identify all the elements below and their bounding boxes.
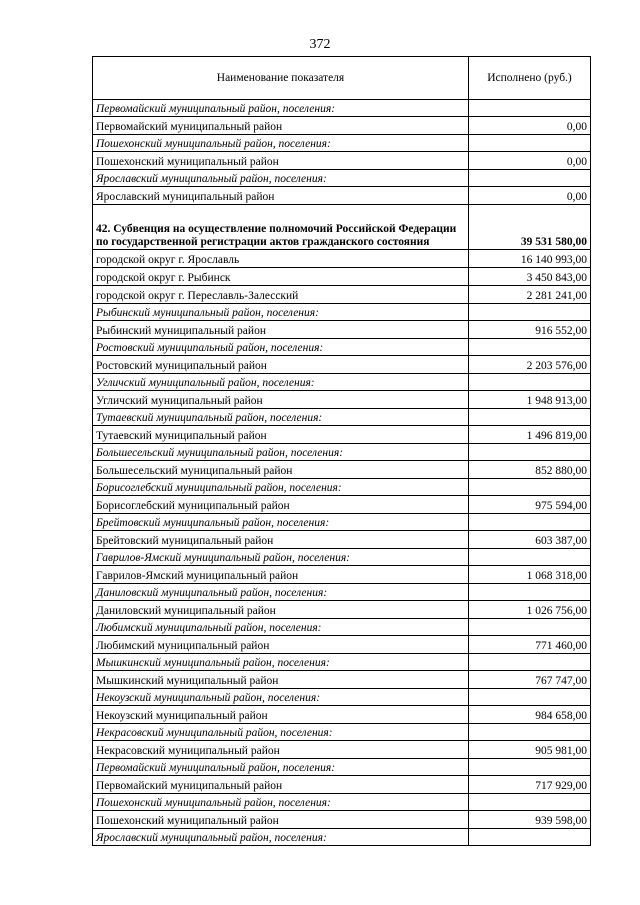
table-row — [93, 619, 591, 636]
table-row — [93, 549, 591, 566]
value-column-header: Исполнено (руб.) — [469, 57, 591, 100]
row-value: 1 068 318,00 — [469, 566, 591, 584]
table-row — [93, 654, 591, 671]
row-name: городской округ г. Переславль-Залесский — [93, 286, 469, 304]
row-name: Ярославский муниципальный район, поселения: — [93, 829, 469, 846]
row-name: Ростовский муниципальный район, поселения: — [93, 339, 469, 356]
row-name: Тутаевский муниципальный район — [93, 426, 469, 444]
table-row — [93, 689, 591, 706]
row-value — [469, 100, 591, 117]
table-row — [93, 268, 591, 286]
name-column-header: Наименование показателя — [93, 57, 469, 100]
row-value — [469, 794, 591, 811]
table-row — [93, 829, 591, 846]
table-row — [93, 706, 591, 724]
row-name: городской округ г. Ярославль — [93, 250, 469, 268]
row-value: 0,00 — [469, 117, 591, 135]
row-name: Первомайский муниципальный район, поселения: — [93, 100, 469, 117]
table-row — [93, 636, 591, 654]
row-value — [469, 135, 591, 152]
row-name: Рыбинский муниципальный район — [93, 321, 469, 339]
row-value: 905 981,00 — [469, 741, 591, 759]
table-row — [93, 514, 591, 531]
row-name: Даниловский муниципальный район, поселения: — [93, 584, 469, 601]
row-name: Некрасовский муниципальный район — [93, 741, 469, 759]
row-name: Большесельский муниципальный район — [93, 461, 469, 479]
table-row — [93, 100, 591, 117]
row-name: Большесельский муниципальный район, поселения: — [93, 444, 469, 461]
table-row — [93, 426, 591, 444]
row-name: Первомайский муниципальный район — [93, 776, 469, 794]
row-value — [469, 724, 591, 741]
row-name: Пошехонский муниципальный район — [93, 811, 469, 829]
row-value — [469, 304, 591, 321]
row-value: 984 658,00 — [469, 706, 591, 724]
row-value: 0,00 — [469, 187, 591, 205]
row-name: городской округ г. Рыбинск — [93, 268, 469, 286]
row-value: 3 450 843,00 — [469, 268, 591, 286]
row-value — [469, 759, 591, 776]
row-name: Некоузский муниципальный район, поселения: — [93, 689, 469, 706]
row-name: Угличский муниципальный район, поселения: — [93, 374, 469, 391]
table-row — [93, 409, 591, 426]
table-row — [93, 304, 591, 321]
row-value — [469, 374, 591, 391]
table-header-row — [93, 57, 591, 100]
table-row — [93, 391, 591, 409]
row-value — [469, 619, 591, 636]
table-row — [93, 152, 591, 170]
report-table — [92, 56, 591, 846]
row-value: 975 594,00 — [469, 496, 591, 514]
row-value — [469, 514, 591, 531]
row-name: Пошехонский муниципальный район, поселения: — [93, 135, 469, 152]
row-value — [469, 829, 591, 846]
row-name: Мышкинский муниципальный район — [93, 671, 469, 689]
table-row — [93, 170, 591, 187]
row-value — [469, 479, 591, 496]
row-name: Ростовский муниципальный район — [93, 356, 469, 374]
table-row — [93, 321, 591, 339]
row-value: 1 496 819,00 — [469, 426, 591, 444]
table-row — [93, 286, 591, 304]
row-value — [469, 409, 591, 426]
table-row — [93, 444, 591, 461]
row-name: Брейтовский муниципальный район — [93, 531, 469, 549]
row-value: 852 880,00 — [469, 461, 591, 479]
row-name: Угличский муниципальный район — [93, 391, 469, 409]
row-value: 771 460,00 — [469, 636, 591, 654]
row-value: 16 140 993,00 — [469, 250, 591, 268]
row-name: Любимский муниципальный район, поселения: — [93, 619, 469, 636]
row-value — [469, 170, 591, 187]
row-name: Рыбинский муниципальный район, поселения: — [93, 304, 469, 321]
row-value: 1 026 756,00 — [469, 601, 591, 619]
row-name: Первомайский муниципальный район — [93, 117, 469, 135]
table-row — [93, 339, 591, 356]
table-row — [93, 811, 591, 829]
table-row — [93, 496, 591, 514]
row-value: 2 281 241,00 — [469, 286, 591, 304]
row-name: Пошехонский муниципальный район — [93, 152, 469, 170]
row-value — [469, 654, 591, 671]
table-row — [93, 794, 591, 811]
row-value: 717 929,00 — [469, 776, 591, 794]
row-name: Некоузский муниципальный район — [93, 706, 469, 724]
table-row — [93, 205, 591, 250]
table-row — [93, 461, 591, 479]
row-value — [469, 549, 591, 566]
row-name: Любимский муниципальный район — [93, 636, 469, 654]
table-row — [93, 135, 591, 152]
row-name: Первомайский муниципальный район, поселения: — [93, 759, 469, 776]
row-name: Пошехонский муниципальный район, поселения: — [93, 794, 469, 811]
table-row — [93, 531, 591, 549]
row-name: Брейтовский муниципальный район, поселения: — [93, 514, 469, 531]
row-value: 39 531 580,00 — [469, 205, 591, 250]
row-name: Ярославский муниципальный район — [93, 187, 469, 205]
row-name: Ярославский муниципальный район, поселения: — [93, 170, 469, 187]
row-value: 603 387,00 — [469, 531, 591, 549]
row-name: Борисоглебский муниципальный район, поселения: — [93, 479, 469, 496]
row-name: Гаврилов-Ямский муниципальный район, поселения: — [93, 549, 469, 566]
table-row — [93, 374, 591, 391]
row-value — [469, 584, 591, 601]
table-row — [93, 601, 591, 619]
row-value: 939 598,00 — [469, 811, 591, 829]
row-value: 2 203 576,00 — [469, 356, 591, 374]
row-value: 916 552,00 — [469, 321, 591, 339]
table-row — [93, 724, 591, 741]
table-row — [93, 741, 591, 759]
row-name: 42. Субвенция на осуществление полномочий Российской Федерации по государственной регистрации актов гражданского состояния — [93, 205, 469, 250]
row-name: Тутаевский муниципальный район, поселения: — [93, 409, 469, 426]
table-row — [93, 776, 591, 794]
table-row — [93, 759, 591, 776]
row-name: Гаврилов-Ямский муниципальный район — [93, 566, 469, 584]
row-value — [469, 689, 591, 706]
row-name: Борисоглебский муниципальный район — [93, 496, 469, 514]
row-value: 767 747,00 — [469, 671, 591, 689]
table-row — [93, 584, 591, 601]
table-row — [93, 117, 591, 135]
row-name: Мышкинский муниципальный район, поселения: — [93, 654, 469, 671]
row-name: Некрасовский муниципальный район, поселения: — [93, 724, 469, 741]
row-value — [469, 339, 591, 356]
table-row — [93, 671, 591, 689]
table-row — [93, 250, 591, 268]
row-value — [469, 444, 591, 461]
table-row — [93, 356, 591, 374]
table-body — [93, 100, 591, 846]
table-row — [93, 566, 591, 584]
table-row — [93, 187, 591, 205]
row-value: 0,00 — [469, 152, 591, 170]
page-number: 372 — [309, 37, 331, 52]
row-value: 1 948 913,00 — [469, 391, 591, 409]
table-row — [93, 479, 591, 496]
row-name: Даниловский муниципальный район — [93, 601, 469, 619]
